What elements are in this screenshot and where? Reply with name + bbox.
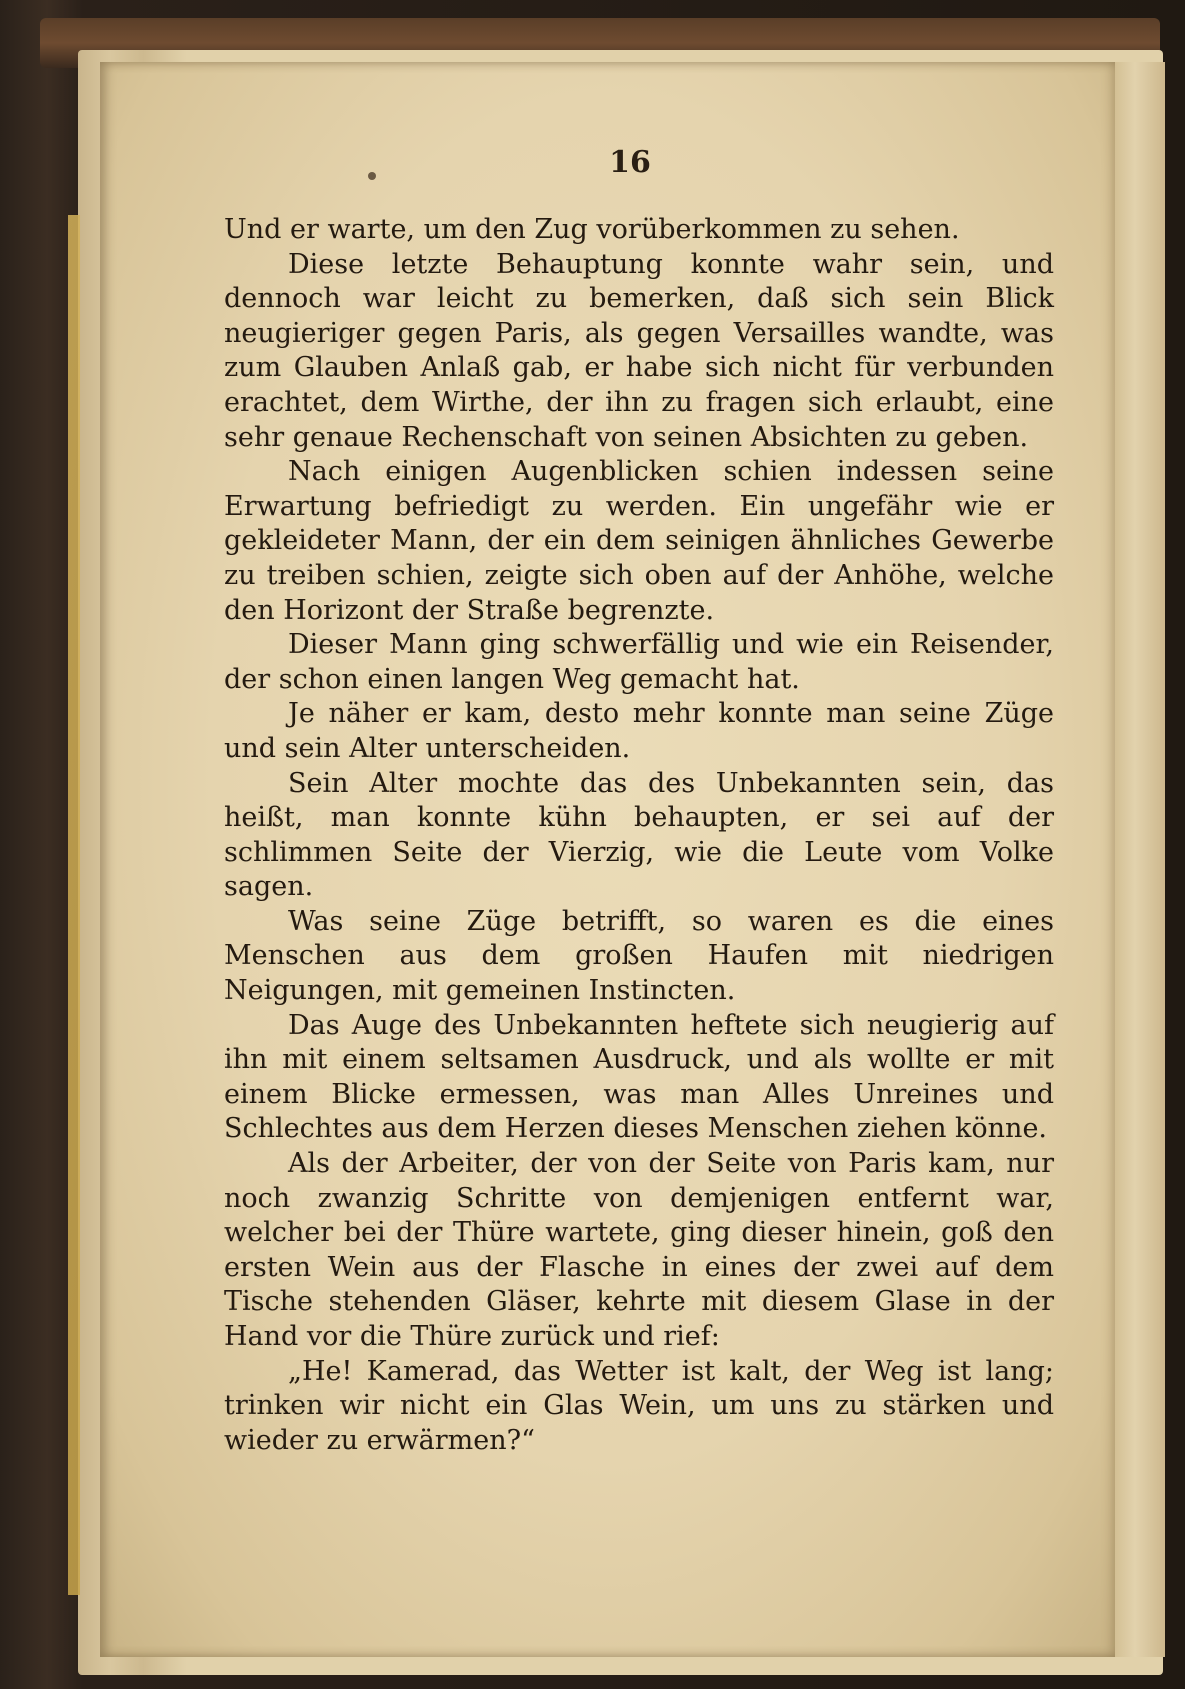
body-text — [224, 213, 1054, 1458]
paragraph: Diese letzte Behauptung konnte wahr sein, und dennoch war leicht zu bemerken, daß sich sein Blick neugieriger gegen Paris, als gegen Versailles wandte, was zum Glauben Anlaß gab, er habe sich nicht für verbunden erachtet, dem Wirthe, der ihn zu fragen sich erlaubt, eine sehr genaue Rechenschaft von seinen Absichten zu geben. — [224, 248, 1054, 453]
next-page-edge — [1115, 62, 1165, 1657]
paragraph: Das Auge des Unbekannten heftete sich neugierig auf ihn mit einem seltsamen Ausdruck, und als wollte er mit einem Blicke ermessen, was man Alles Unreines und Schlechtes aus dem Herzen dieses Menschen ziehen könne. — [224, 1009, 1054, 1145]
paragraph: Was seine Züge betrifft, so waren es die eines Menschen aus dem großen Haufen mit niedrigen Neigungen, mit gemeinen Instincten. — [224, 905, 1054, 1007]
gutter-strip — [68, 215, 80, 1595]
paragraph: Sein Alter mochte das des Unbekannten sein, das heißt, man konnte kühn behaupten, er sei auf der schlimmen Seite der Vierzig, wie die Leute vom Volke sagen. — [224, 767, 1054, 903]
quote-paragraph: „He! Kamerad, das Wetter ist kalt, der Weg ist lang; trinken wir nicht ein Glas Wein, um uns zu stärken und wieder zu erwärmen?“ — [224, 1355, 1054, 1456]
paragraph: Und er warte, um den Zug vorüberkommen zu sehen. — [224, 214, 960, 245]
paragraph: Dieser Mann ging schwerfällig und wie ein Reisender, der schon einen langen Weg gemacht hat. — [224, 629, 1054, 695]
paragraph: Als der Arbeiter, der von der Seite von Paris kam, nur noch zwanzig Schritte von demjenigen entfernt war, welcher bei der Thüre wartete, ging dieser hinein, goß den ersten Wein aus der Flasche in eines der zwei auf dem Tische stehenden Gläser, kehrte mit diesem Glase in der Hand vor die Thüre zurück und rief: — [224, 1148, 1054, 1352]
page-number: 16 — [609, 145, 651, 180]
paragraph: Je näher er kam, desto mehr konnte man seine Züge und sein Alter unterscheiden. — [224, 698, 1054, 764]
paragraph: Nach einigen Augenblicken schien indessen seine Erwartung befriedigt zu werden. Ein ungefähr wie er gekleideter Mann, der ein dem seinigen ähnliches Gewerbe zu treiben schien, zeigte sich oben auf der Anhöhe, welche den Horizont der Straße begrenzte. — [224, 456, 1054, 626]
ink-dot — [368, 172, 376, 180]
